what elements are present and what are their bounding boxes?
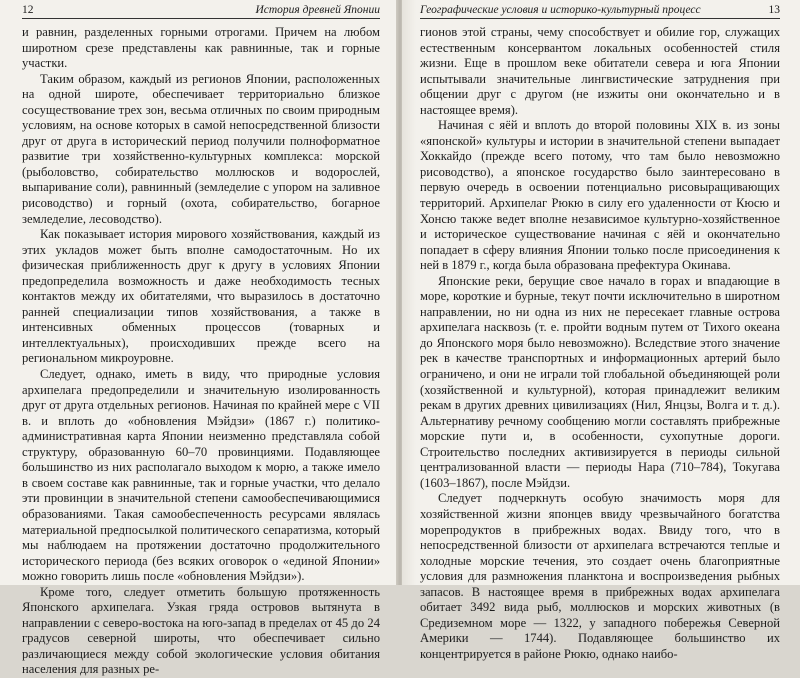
- right-running-title: Географические условия и историко-культурный процесс: [420, 4, 701, 16]
- paragraph: Таким образом, каждый из регионов Японии, расположенных на одной широте, обеспечивает территориально близкое сосуществование трех зон, весьма отличных по своим природным условиям, на основе которых в самой непосредственной близости друг от друга в исторический период получили полноформатное развитие три хозяйственно-культурных комплекса: морской (рыболовство, собирательство моллюсков и водорослей, выпаривание соли), равнинный (земледелие с упором на заливное рисоводство) и горный (охота, собирательство, богарное земледелие, лесоводство).: [22, 71, 380, 226]
- paragraph: Начиная с яёй и вплоть до второй половины XIX в. из зоны «японской» культуры и истории в значительной степени выпадает Хоккайдо (прежде всего потому, что там было невозможно рисоводство), а японское государство было заинтересовано в первую очередь в освоении потенциально рисовыращивающих территорий. Архипелаг Рюкю в силу его удаленности от Кюсю и Хонсю также ведет вполне независимое культурно-хозяйственное и историческое существование начиная с яёй и окончательно попадает в сферу влияния Японии только после присоединения к ней в 1879 г., когда была образована префектура Окинава.: [420, 118, 780, 273]
- right-page: [402, 0, 800, 661]
- left-running-title: История древней Японии: [255, 4, 380, 16]
- paragraph: Как показывает история мирового хозяйствования, каждый из этих укладов может быть вполне самодостаточным. Но их физическая приближенность друг к другу в условиях Японии предопределила возможность и даже необходимость тесных контактов между их обитателями, что выразилось в достаточно ранней специализации типов хозяйствования, а также в интенсивных обменных процессов (товарных и интеллектуальных), происходивших прежде всего на региональном микроуровне.: [22, 227, 380, 366]
- right-running-head: [420, 4, 780, 19]
- right-page-text: [420, 25, 780, 662]
- paragraph: гионов этой страны, чему способствует и обилие гор, служащих естественным консервантом локальных особенностей стиля жизни. Еще в прошлом веке обитатели севера и юга Японии испытывали значительные лингвистические затруднения при общении друг с другом (не изжиты они окончательно и в настоящее время).: [420, 25, 780, 117]
- paragraph: Японские реки, берущие свое начало в горах и впадающие в море, короткие и бурные, текут почти исключительно в широтном направлении, но ни одна из них не пересекает главные острова архипелага насквозь (т. е. пройти водным путем от Тихого океана до Японского моря было невозможно). Вследствие этого значение рек в качестве транспортных и информационных артерий было ограничено, и они не играли той глобальной объединяющей роли (хозяйственной и культурной), которая принадлежит великим рекам в других древних цивилизациях (Нил, Янцзы, Волга и т. д.). Альтернативу речному сообщению могли составлять прибрежные морские пути и, в особенности, сухопутные дороги. Строительство последних активизируется в периоды сильной централизованной власти — периоды Нара (710–784), Токугава (1603–1867), после Мэйдзи.: [420, 273, 780, 490]
- left-page-text: [22, 25, 380, 678]
- paragraph: Кроме того, следует отметить большую протяженность Японского архипелага. Узкая гряда островов вытянута в направлении с северо-востока на юго-запад в пределах от 45 до 24 градусов северной широты, что обеспечивает сильно различающиеся между собой экологические условия обитания населения для разных ре-: [22, 584, 380, 677]
- left-page-number: 12: [22, 4, 34, 16]
- left-page: [0, 0, 398, 677]
- left-running-head: [22, 4, 380, 19]
- paragraph: и равнин, разделенных горными отрогами. Причем на любом широтном срезе представлены как равнинные, так и горные участки.: [22, 25, 380, 71]
- right-page-number: 13: [768, 4, 780, 16]
- paragraph: Следует, однако, иметь в виду, что природные условия архипелага предопределили и значительную изолированность друг от друга отдельных регионов. Начиная по крайней мере с VII в. и вплоть до «обновления Мэйдзи» (1867 г.) политико-административная карта Японии неизменно представляла собой структуру, образованную 60–70 провинциями. Подавляющее большинство из них располагало выходом к морю, а также имело в своем составе как равнинные, так и горные участки, что делало эти провинции в значительной степени самообеспечивающимися образованиями. Такая самообеспеченность ресурсами являлась материальной предпосылкой политического сепаратизма, который мы наблюдаем на протяжении достаточно продолжительного исторического периода (без всяких оговорок о «единой Японии» можно говорить лишь после «обновления Мэйдзи»).: [22, 367, 380, 584]
- paragraph: Следует подчеркнуть особую значимость моря для хозяйственной жизни японцев ввиду чрезвычайного богатства морепродуктов в прибрежных водах. Ввиду того, что в непосредственной близости от архипелага встречаются теплые и холодные морские течения, это создает очень благоприятные условия для размножения планктона и воспроизведения рыбных запасов. В настоящее время в прибрежных водах архипелага обитает 3492 вида рыб, моллюсков и морских животных (в Средиземном море — 1322, у западного побережья Северной Америки — 1744). Подавляющее большинство их концентрируется в районе Рюкю, однако наибо-: [420, 491, 780, 661]
